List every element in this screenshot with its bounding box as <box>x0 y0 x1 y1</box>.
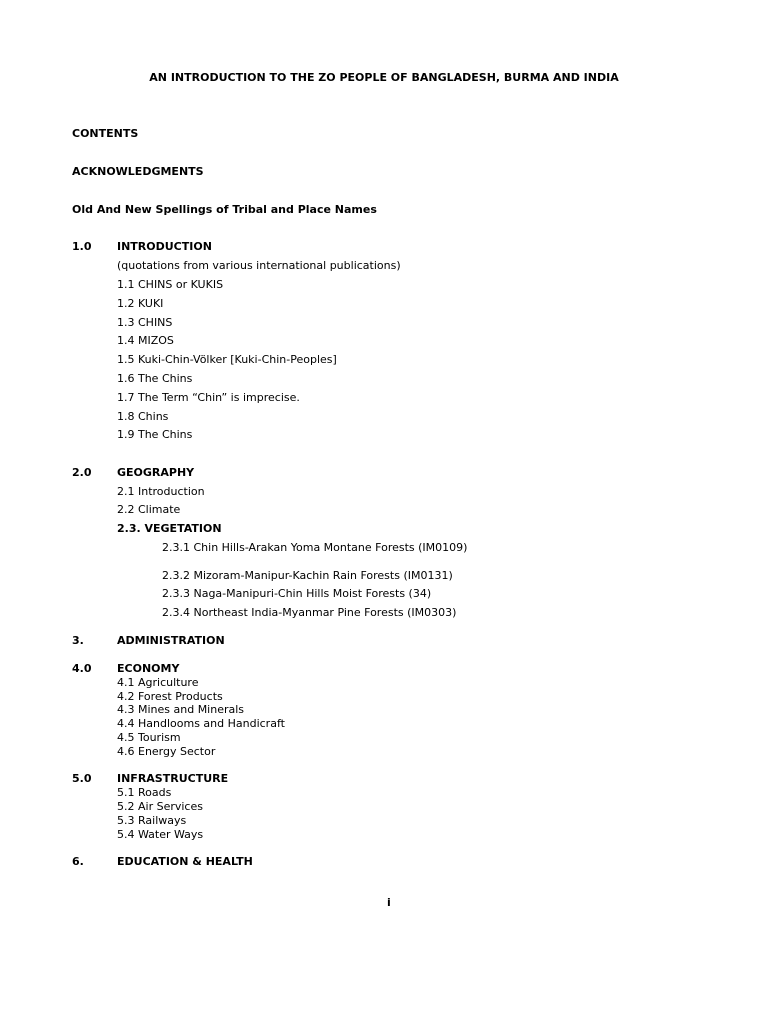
toc-item: 5.1 Roads <box>117 786 172 799</box>
toc-subitem: 2.3.2 Mizoram-Manipur-Kachin Rain Forests (IM0131) <box>162 569 453 582</box>
acknowledgments-heading: ACKNOWLEDGMENTS <box>72 165 204 178</box>
toc-item: 1.9 The Chins <box>117 428 193 441</box>
toc-subitem: 2.3.3 Naga-Manipuri-Chin Hills Moist Forests (34) <box>162 587 432 600</box>
toc-item: 5.2 Air Services <box>117 800 203 813</box>
section-number: 2.0 <box>72 466 92 479</box>
section-note: (quotations from various international publications) <box>117 259 401 272</box>
toc-subitem: 2.3.1 Chin Hills-Arakan Yoma Montane Forests (IM0109) <box>162 541 468 554</box>
toc-item: 4.3 Mines and Minerals <box>117 703 245 716</box>
contents-heading: CONTENTS <box>72 127 139 140</box>
section-number: 4.0 <box>72 662 92 675</box>
toc-item: 2.1 Introduction <box>117 485 205 498</box>
toc-item: 4.2 Forest Products <box>117 690 223 703</box>
toc-item: 4.1 Agriculture <box>117 676 199 689</box>
section-number: 6. <box>72 855 84 868</box>
section-heading: ECONOMY <box>117 662 180 675</box>
page-title: AN INTRODUCTION TO THE ZO PEOPLE OF BANGLADESH, BURMA AND INDIA <box>149 71 619 84</box>
toc-item: 5.3 Railways <box>117 814 187 827</box>
section-number: 5.0 <box>72 772 92 785</box>
section-heading: GEOGRAPHY <box>117 466 195 479</box>
page-number: i <box>387 896 391 909</box>
section-heading: INTRODUCTION <box>117 240 212 253</box>
spellings-heading: Old And New Spellings of Tribal and Place Names <box>72 203 377 216</box>
toc-item: 1.7 The Term “Chin” is imprecise. <box>117 391 300 404</box>
section-heading: ADMINISTRATION <box>117 634 225 647</box>
toc-item: 5.4 Water Ways <box>117 828 204 841</box>
toc-item: 1.6 The Chins <box>117 372 193 385</box>
section-number: 1.0 <box>72 240 92 253</box>
toc-item: 1.2 KUKI <box>117 297 164 310</box>
section-number: 3. <box>72 634 84 647</box>
toc-item: 1.1 CHINS or KUKIS <box>117 278 224 291</box>
toc-item: 1.3 CHINS <box>117 316 173 329</box>
toc-item: 2.2 Climate <box>117 503 181 516</box>
toc-item: 1.8 Chins <box>117 410 169 423</box>
toc-subitem: 2.3.4 Northeast India-Myanmar Pine Forests (IM0303) <box>162 606 457 619</box>
toc-item: 1.5 Kuki-Chin-Völker [Kuki-Chin-Peoples] <box>117 353 337 366</box>
section-heading: EDUCATION & HEALTH <box>117 855 253 868</box>
toc-item: 4.5 Tourism <box>117 731 181 744</box>
section-heading: INFRASTRUCTURE <box>117 772 229 785</box>
toc-item: 4.6 Energy Sector <box>117 745 216 758</box>
subsection-heading: 2.3. VEGETATION <box>117 522 222 535</box>
toc-item: 1.4 MIZOS <box>117 334 174 347</box>
toc-item: 4.4 Handlooms and Handicraft <box>117 717 285 730</box>
